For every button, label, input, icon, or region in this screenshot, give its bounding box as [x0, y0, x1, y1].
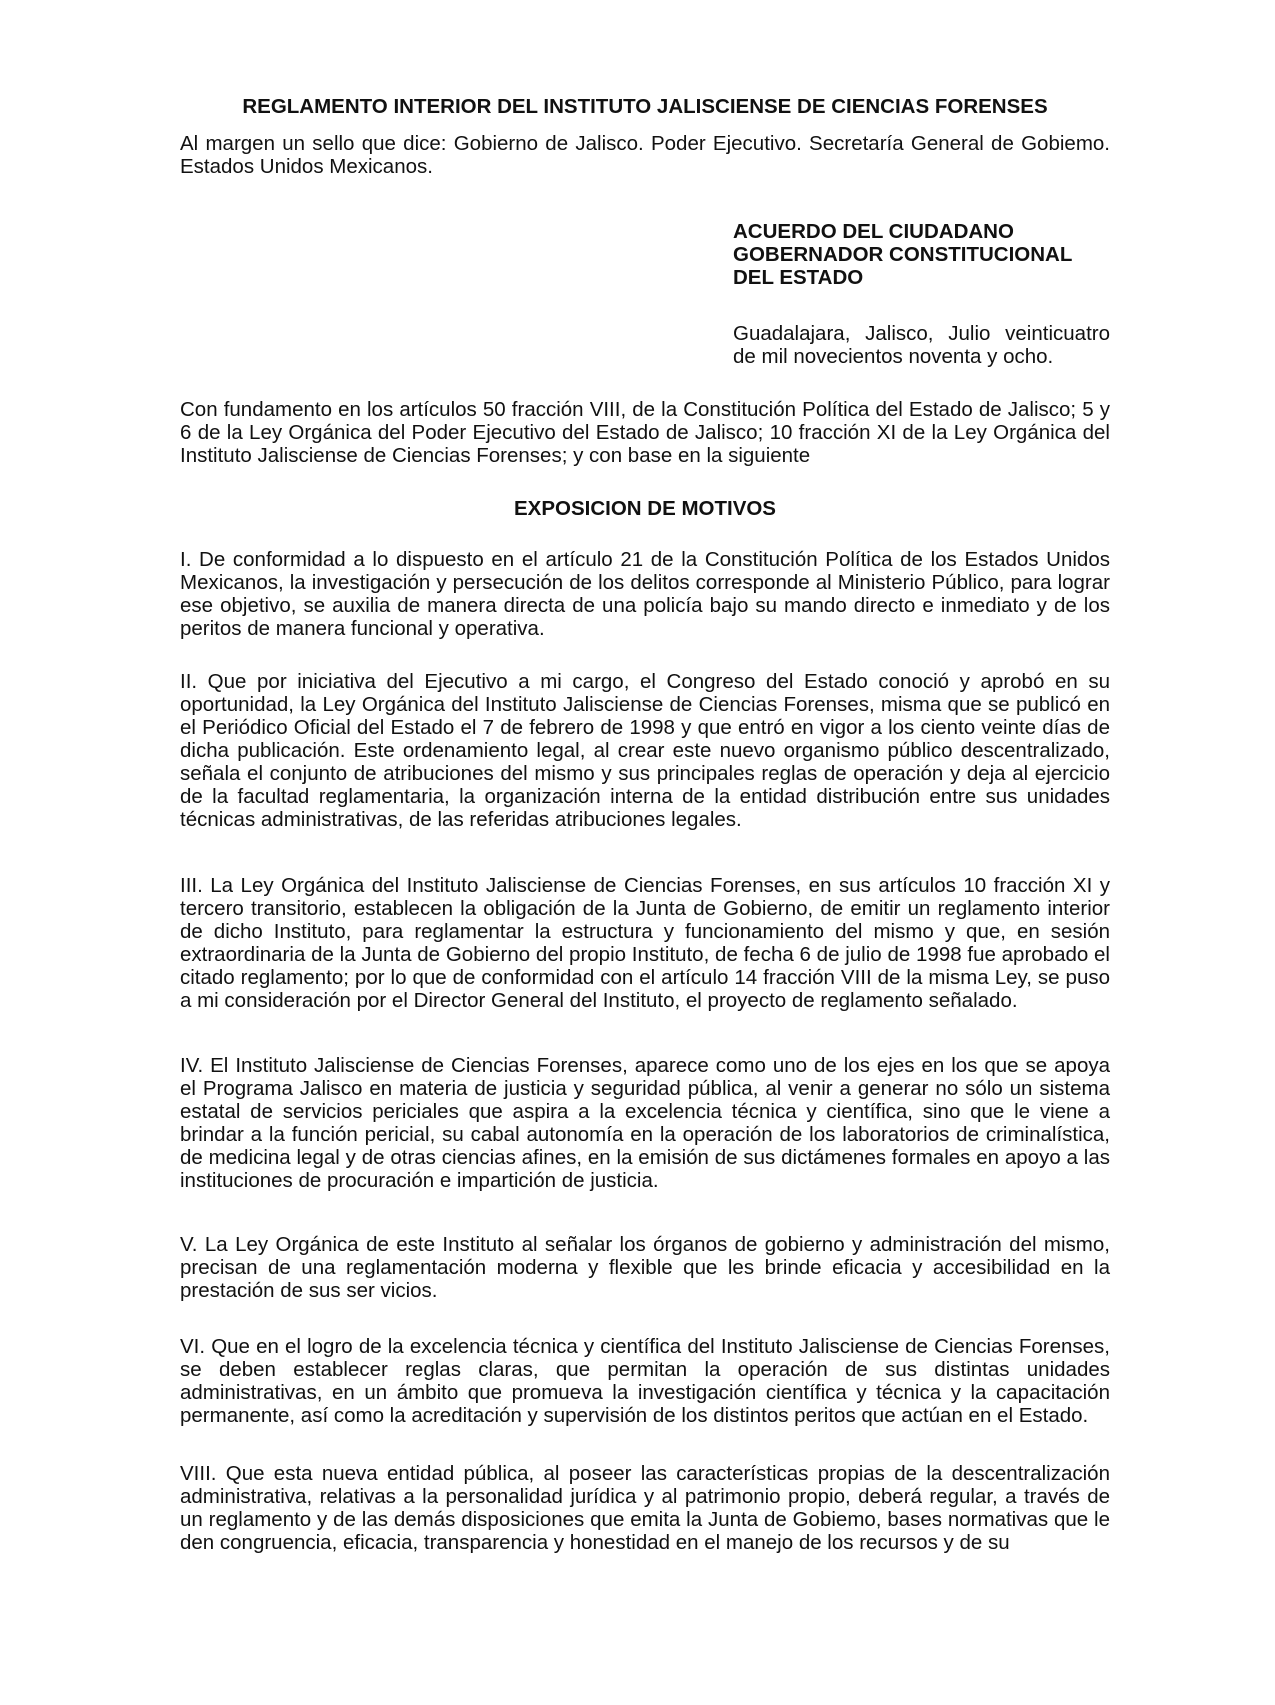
paragraph-6: VI. Que en el logro de la excelencia técnica y científica del Instituto Jalisciense de Ciencias Forenses, se deben establecer reglas claras, que permitan la operación de sus distintas unidades administrativas, en un ámbito que promueva la investigación científica y técnica y la capacitación permanente, así como la acreditación y supervisión de los distintos peritos que actúan en el Estado. [180, 1335, 1110, 1427]
acuerdo-heading-line-1: ACUERDO DEL CIUDADANO [733, 220, 1014, 243]
paragraph-5: V. La Ley Orgánica de este Instituto al señalar los órganos de gobierno y administración del mismo, precisan de una reglamentación moderna y flexible que les brinde eficacia y accesibilidad en la prestación de sus ser vicios. [180, 1233, 1110, 1302]
paragraph-2: II. Que por iniciativa del Ejecutivo a mi cargo, el Congreso del Estado conoció y aprobó en su oportunidad, la Ley Orgánica del Instituto Jalisciense de Ciencias Forenses, misma que se publicó en el Periódico Oficial del Estado el 7 de febrero de 1998 y que entró en vigor a los ciento veinte días de dicha publicación. Este ordenamiento legal, al crear este nuevo organismo público descentralizado, señala el conjunto de atribuciones del mismo y sus principales reglas de operación y deja al ejercicio de la facultad reglamentaria, la organización interna de la entidad distribución entre sus unidades técnicas administrativas, de las referidas atribuciones legales. [180, 670, 1110, 831]
paragraph-1: I. De conformidad a lo dispuesto en el artículo 21 de la Constitución Política de los Estados Unidos Mexicanos, la investigación y persecución de los delitos corresponde al Ministerio Público, para lograr ese objetivo, se auxilia de manera directa de una policía bajo su mando directo e inmediato y de los peritos de manera funcional y operativa. [180, 548, 1110, 640]
exposicion-heading: EXPOSICION DE MOTIVOS [514, 497, 776, 520]
margin-note: Al margen un sello que dice: Gobierno de Jalisco. Poder Ejecutivo. Secretaría General de Gobiemo. Estados Unidos Mexicanos. [180, 132, 1110, 178]
paragraph-7: VIII. Que esta nueva entidad pública, al poseer las características propias de la descentralización administrativa, relativas a la personalidad jurídica y al patrimonio propio, deberá regular, a través de un reglamento y de las demás disposiciones que emita la Junta de Gobiemo, bases normativas que le den congruencia, eficacia, transparencia y honestidad en el manejo de los recursos y de su [180, 1462, 1110, 1554]
acuerdo-heading [733, 220, 1110, 289]
acuerdo-heading-line-3: DEL ESTADO [733, 266, 864, 289]
paragraph-3: III. La Ley Orgánica del Instituto Jalisciense de Ciencias Forenses, en sus artículos 10 fracción XI y tercero transitorio, establecen la obligación de la Junta de Gobierno, de emitir un reglamento interior de dicho Instituto, para reglamentar la estructura y funcionamiento del mismo y que, en sesión extraordinaria de la Junta de Gobierno del propio Instituto, de fecha 6 de julio de 1998 fue aprobado el citado reglamento; por lo que de conformidad con el artículo 14 fracción VIII de la misma Ley, se puso a mi consideración por el Director General del Instituto, el proyecto de reglamento señalado. [180, 874, 1110, 1012]
place-date: Guadalajara, Jalisco, Julio veinticuatro de mil novecientos noventa y ocho. [733, 322, 1110, 368]
fundamento-paragraph: Con fundamento en los artículos 50 fracción VIII, de la Constitución Política del Estado de Jalisco; 5 y 6 de la Ley Orgánica del Poder Ejecutivo del Estado de Jalisco; 10 fracción XI de la Ley Orgánica del Instituto Jalisciense de Ciencias Forenses; y con base en la siguiente [180, 398, 1110, 467]
paragraph-4: IV. El Instituto Jalisciense de Ciencias Forenses, aparece como uno de los ejes en los que se apoya el Programa Jalisco en materia de justicia y seguridad pública, al venir a generar no sólo un sistema estatal de servicios periciales que aspira a la excelencia técnica y científica, sino que le viene a brindar a la función pericial, su cabal autonomía en la operación de los laboratorios de criminalística, de medicina legal y de otras ciencias afines, en la emisión de sus dictámenes formales en apoyo a las instituciones de procuración e impartición de justicia. [180, 1054, 1110, 1192]
document-title: REGLAMENTO INTERIOR DEL INSTITUTO JALISCIENSE DE CIENCIAS FORENSES [242, 95, 1048, 118]
acuerdo-heading-line-2: GOBERNADOR CONSTITUCIONAL [733, 243, 1073, 266]
